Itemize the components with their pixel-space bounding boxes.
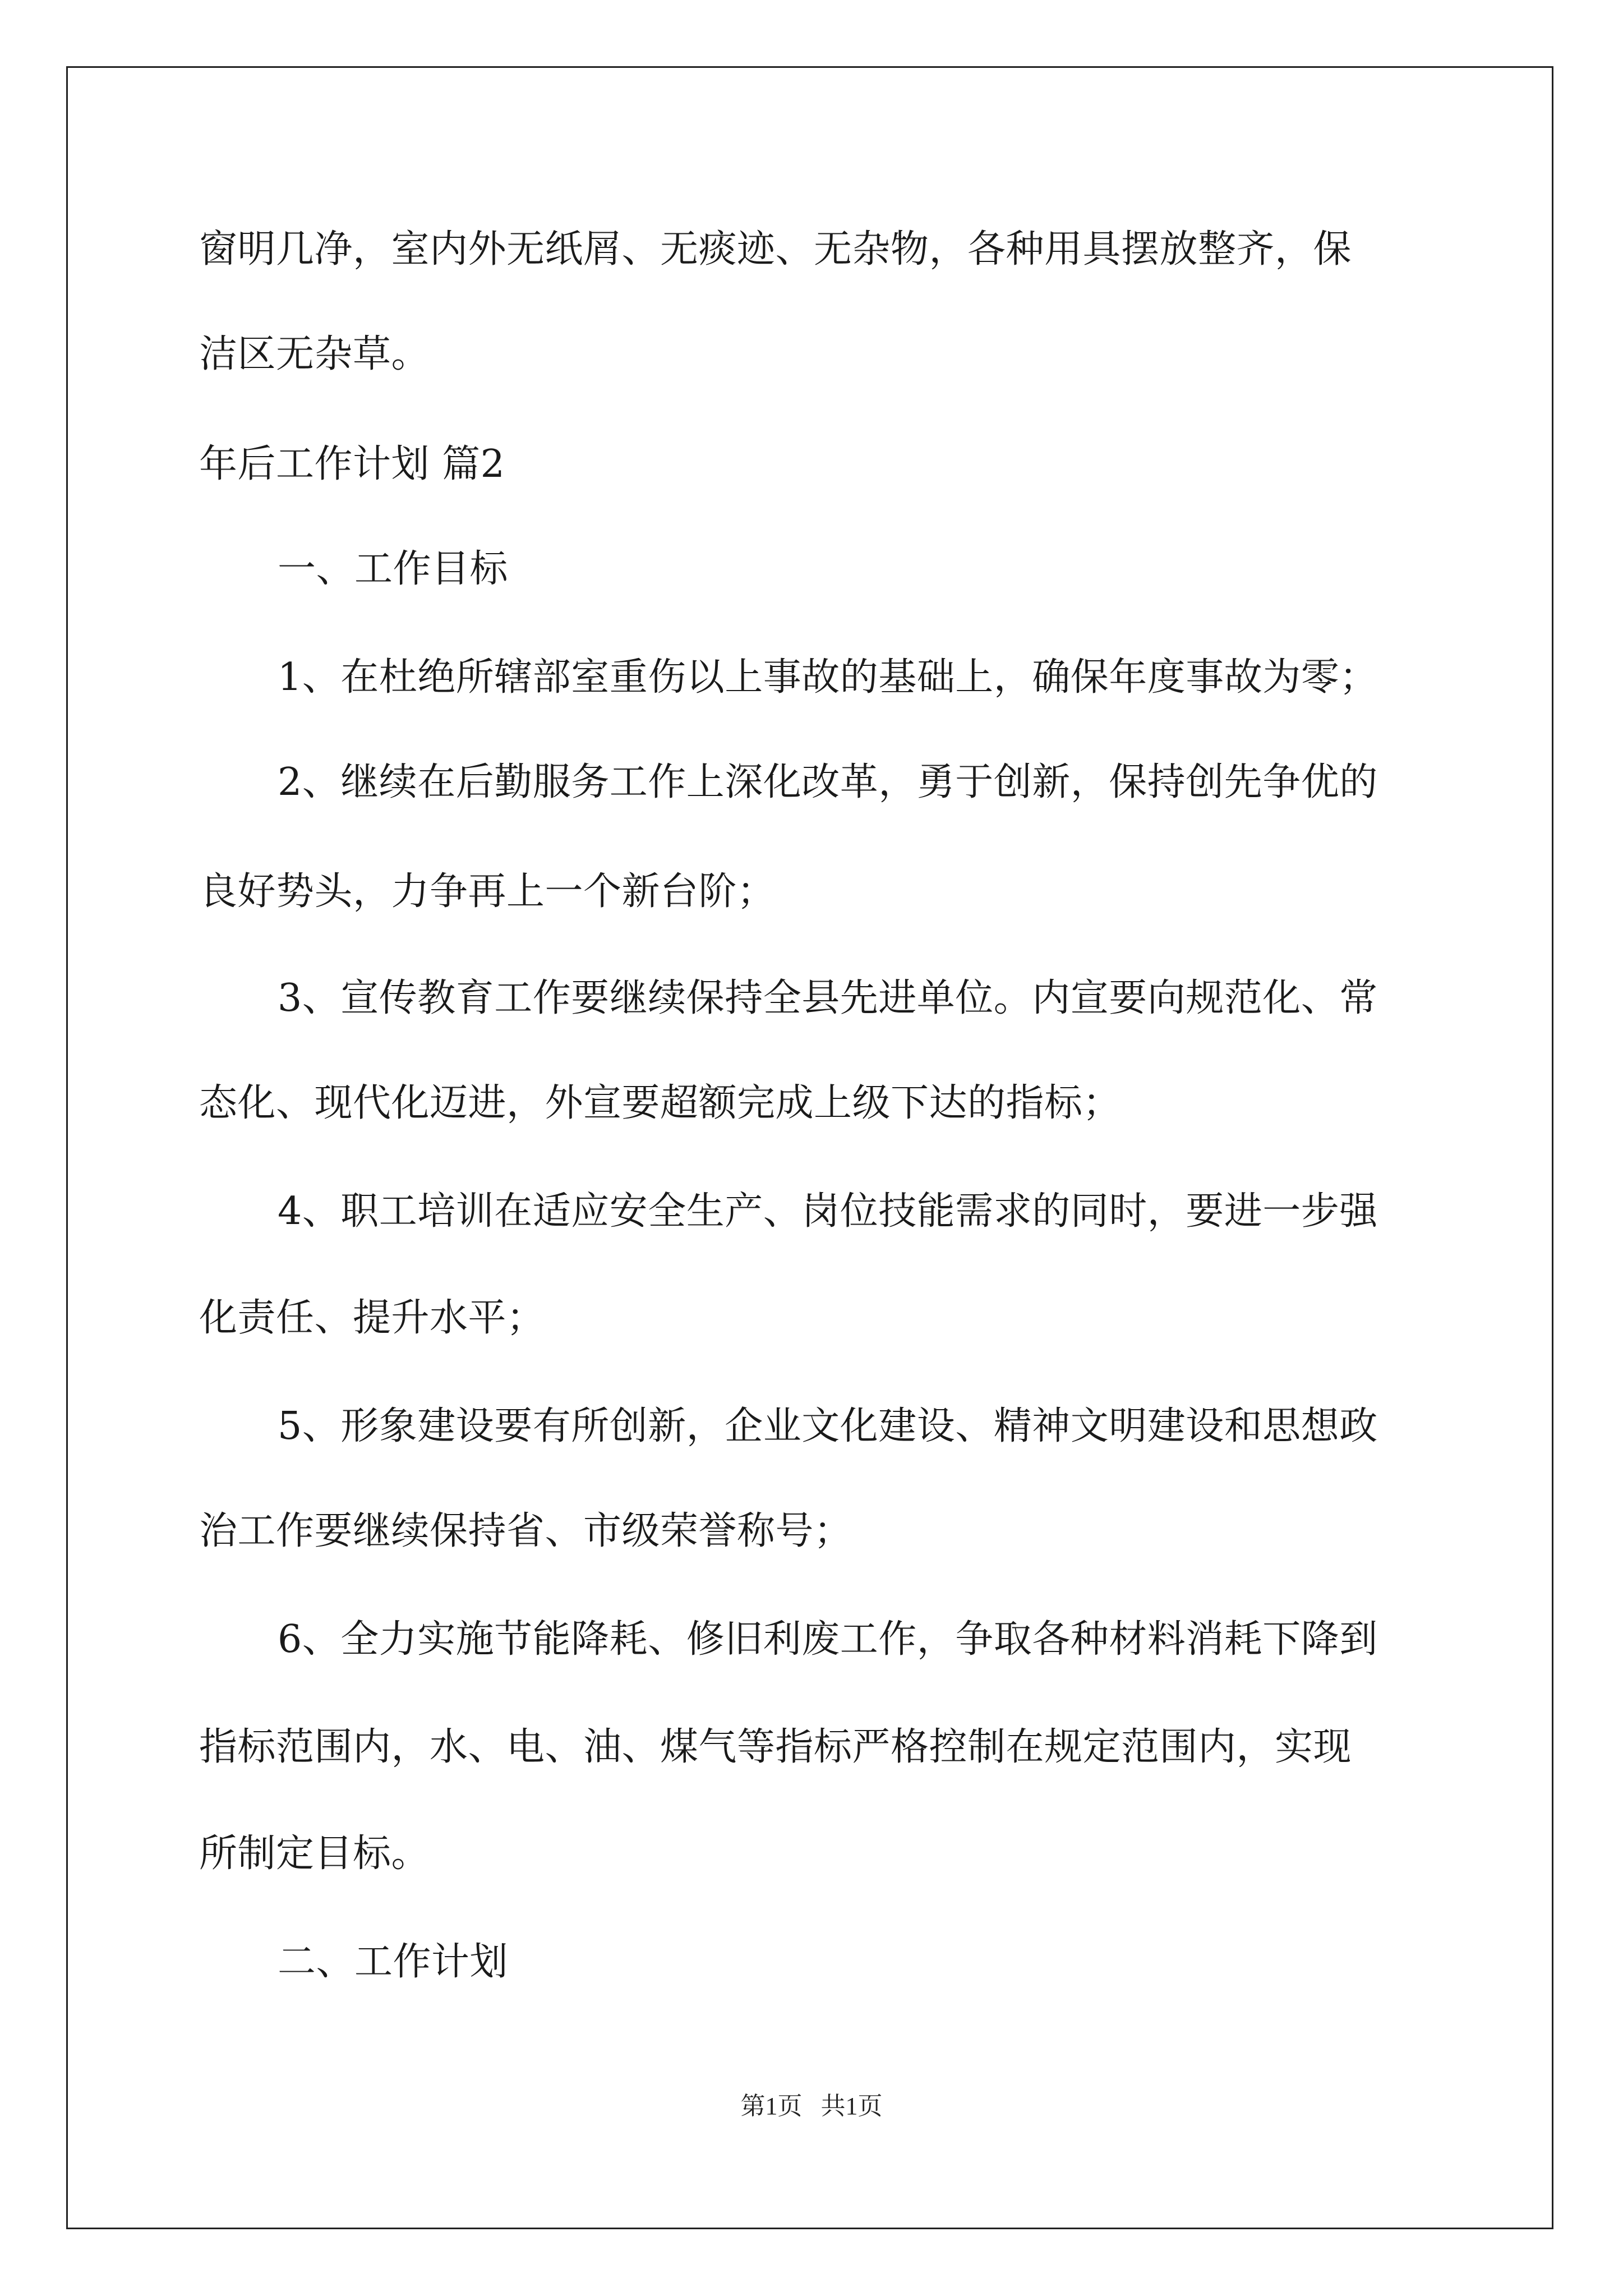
paragraph-line: 洁区无杂草。: [199, 332, 430, 376]
paragraph-line: 化责任、提升水平；: [199, 1296, 545, 1340]
section-title: 年后工作计划 篇2: [199, 442, 505, 486]
page-border: [66, 66, 1553, 2229]
list-item: 4、职工培训在适应安全生产、岗位技能需求的同时，要进一步强: [278, 1189, 1378, 1234]
paragraph-line: 良好势头，力争再上一个新台阶；: [199, 869, 776, 914]
section-heading: 二、工作计划: [278, 1940, 509, 1984]
paragraph-line: 指标范围内，水、电、油、煤气等指标严格控制在规定范围内，实现: [199, 1725, 1352, 1769]
paragraph-line: 窗明几净，室内外无纸屑、无痰迹、无杂物，各种用具摆放整齐，保: [199, 227, 1352, 272]
page-number-footer: 第1页 共1页: [740, 2092, 883, 2120]
paragraph-line: 所制定目标。: [199, 1832, 430, 1876]
list-item: 6、全力实施节能降耗、修旧利废工作，争取各种材料消耗下降到: [278, 1617, 1378, 1662]
list-item: 5、形象建设要有所创新，企业文化建设、精神文明建设和思想政: [278, 1404, 1378, 1448]
list-item: 3、宣传教育工作要继续保持全县先进单位。内宣要向规范化、常: [278, 976, 1378, 1020]
list-item: 2、继续在后勤服务工作上深化改革，勇于创新，保持创先争优的: [278, 760, 1378, 804]
paragraph-line: 治工作要继续保持省、市级荣誉称号；: [199, 1509, 852, 1553]
list-item: 1、在杜绝所辖部室重伤以上事故的基础上，确保年度事故为零；: [278, 655, 1378, 700]
paragraph-line: 态化、现代化迈进，外宣要超额完成上级下达的指标；: [199, 1081, 1122, 1125]
section-heading: 一、工作目标: [278, 547, 509, 591]
